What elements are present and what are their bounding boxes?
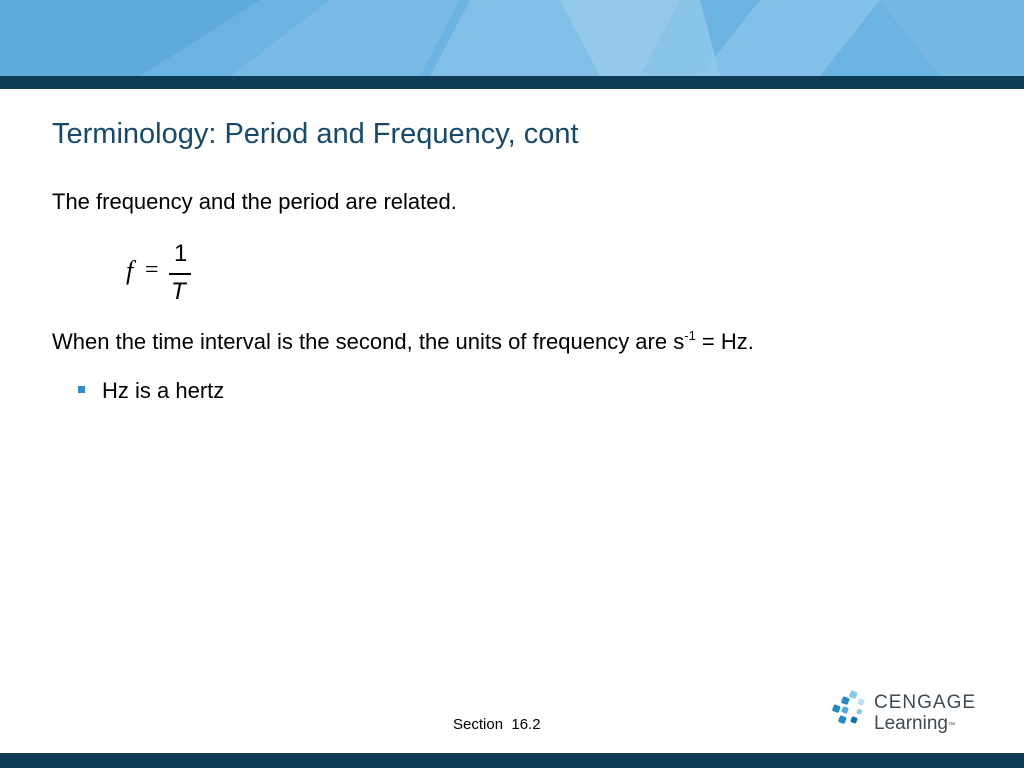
header-rule bbox=[0, 76, 1024, 89]
equation-denominator: T bbox=[171, 278, 186, 305]
logo-trademark: ™ bbox=[947, 722, 955, 729]
footer-section-label: Section 16.2 bbox=[453, 716, 541, 733]
logo-subline bbox=[874, 713, 955, 735]
footer-bar bbox=[0, 753, 1024, 768]
logo-wordmark: CENGAGE bbox=[874, 692, 977, 713]
cengage-learning-logo bbox=[830, 689, 990, 739]
slide-title: Terminology: Period and Frequency, cont bbox=[52, 118, 579, 150]
equation-equals-sign: = bbox=[145, 257, 159, 283]
square-bullet-icon bbox=[78, 386, 85, 393]
paragraph-relation: The frequency and the period are related. bbox=[52, 189, 457, 214]
paragraph-units bbox=[52, 329, 754, 355]
cengage-logo-mark-icon bbox=[830, 689, 870, 729]
units-text-after: = Hz. bbox=[695, 329, 754, 354]
equation-numerator: 1 bbox=[174, 240, 188, 267]
header-banner-graphic bbox=[0, 0, 1024, 76]
header-banner bbox=[0, 0, 1024, 76]
equation-variable: f bbox=[126, 256, 134, 285]
logo-subline-text: Learning bbox=[874, 713, 948, 734]
units-text-before: When the time interval is the second, the units of frequency are s bbox=[52, 329, 685, 354]
equation-fraction-bar bbox=[169, 273, 191, 275]
bullet-text: Hz is a hertz bbox=[102, 378, 225, 403]
units-superscript: -1 bbox=[684, 328, 696, 343]
frequency-equation bbox=[124, 240, 196, 310]
